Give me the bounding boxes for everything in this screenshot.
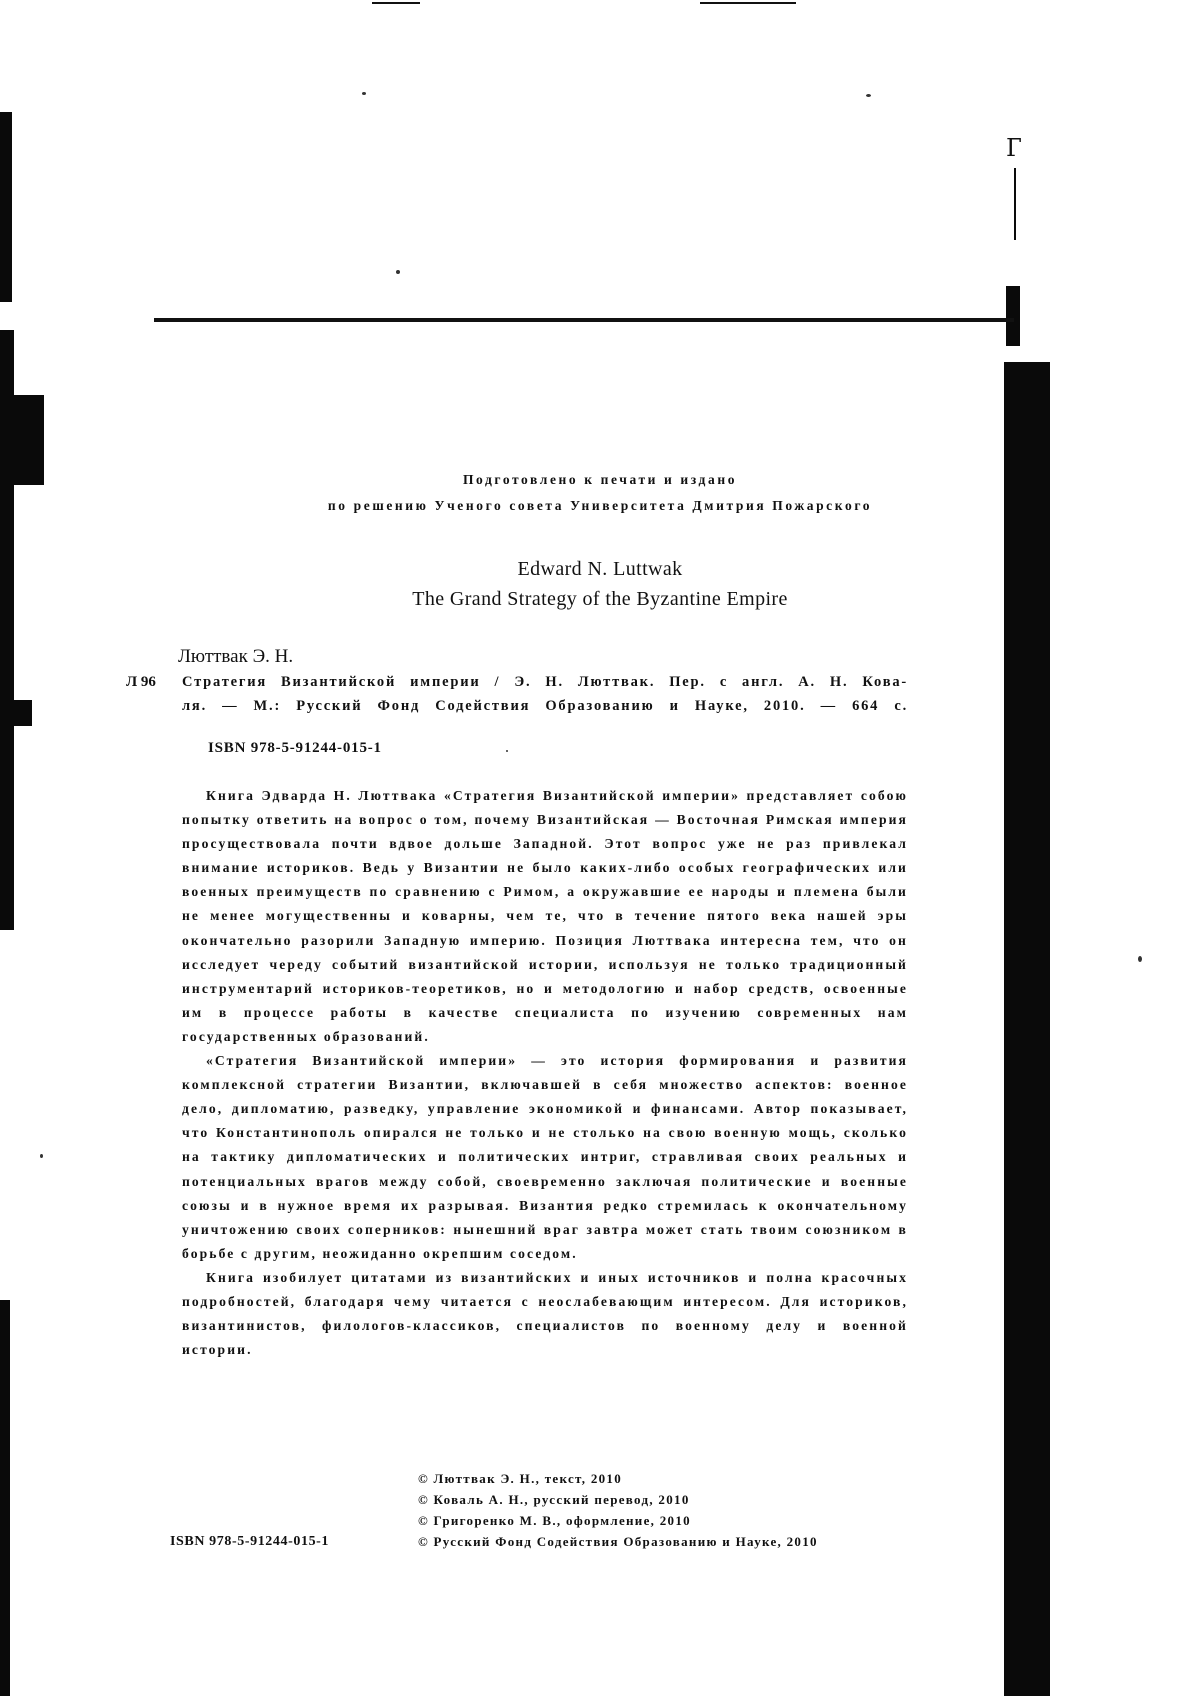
speck — [40, 1154, 43, 1158]
speck — [866, 94, 871, 97]
copyright-publisher: © Русский Фонд Содействия Образованию и Науке, 2010 — [418, 1534, 818, 1549]
copyright-translation: © Коваль А. Н., русский перевод, 2010 — [418, 1492, 690, 1507]
speck — [506, 750, 508, 752]
imprint-line-2: по решению Ученого совета Университета Дмитрия Пожарского — [327, 498, 873, 513]
copyright-author: © Люттвак Э. Н., текст, 2010 — [418, 1471, 623, 1486]
catalog-isbn: ISBN 978-5-91244-015-1 — [208, 740, 382, 756]
abstract — [182, 784, 908, 1362]
speck — [1138, 956, 1142, 962]
abstract-paragraph-3: Книга изобилует цитатами из византийских и иных источников и полна красочных подробностей, благодаря чему читается с неослабевающим интересом. Для историков, византинистов, филологов-классиков, специалистов по военному делу и военной истории. — [182, 1269, 908, 1358]
abstract-paragraph-1: Книга Эдварда Н. Люттвака «Стратегия Византийской империи» представляет собою попытку ответить на вопрос о том, почему Византийская — Восточная Римская империя просуществовала почти вдвое дольше Западной. Этот вопрос уже не раз привлекал внимание историков. Ведь у Византии не было каких-либо особых географических или военных преимуществ по сравнению с Римом, а окружавшие ее народы и племена были не менее могущественны и коварны, чем те, что в течение пятого века нашей эры окончательно разорили Западную империю. Позиция Люттвака интересна тем, что он исследует череду событий византийской истории, используя не только традиционный инструментарий историков-теоретиков, но и методологию и набор средств, освоенные им в процессе работы в качестве специалиста по изучению современных нам государственных образований. — [182, 788, 908, 1044]
original-author: Edward N. Luttwak — [517, 558, 683, 580]
abstract-paragraph-2: «Стратегия Византийской империи» — это история формирования и развития комплексной стратегии Византии, включавшей в себя множество аспектов: военное дело, дипломатию, разведку, управление экономикой и финансами. Автор показывает, что Константинополь опирался не только и не столько на свою военную мощь, сколько на тактику дипломатических и политических интриг, стравливая своих реальных и потенциальных врагов между собой, своевременно заключая политические и военные союзы и в нужное время их разрывая. Византия редко стремилась к окончательному уничтожению своих соперников: нынешний враг завтра может стать твоим союзником в борьбе с другим, неожиданно окрепшим соседом. — [182, 1053, 908, 1261]
copyright-block — [418, 1468, 818, 1552]
scan-edge-left-top — [0, 112, 12, 302]
scan-blot-left-2 — [10, 700, 32, 726]
scan-top-dash-2 — [700, 2, 796, 4]
isbn-bottom: ISBN 978-5-91244-015-1 — [170, 1534, 330, 1549]
speck — [362, 92, 366, 95]
scan-top-rule — [154, 318, 1014, 322]
copyright-design: © Григоренко М. В., оформление, 2010 — [418, 1513, 691, 1528]
catalog-bib-line-2: ля. — М.: Русский Фонд Содействия Образованию и Науке, 2010. — 664 с. — [182, 698, 908, 714]
scan-edge-left-bottom — [0, 1300, 10, 1696]
scan-edge-right-top — [1006, 286, 1020, 346]
corner-glyph: Г — [1006, 134, 1022, 162]
imprint-line-1: Подготовлено к печати и издано — [462, 472, 738, 487]
scan-top-dash-1 — [372, 2, 420, 4]
original-title: The Grand Strategy of the Byzantine Empire — [412, 588, 788, 610]
catalog-author-heading: Люттвак Э. Н. — [178, 646, 294, 667]
catalog-index: Л 96 — [126, 674, 156, 690]
catalog-bib-line-1: Стратегия Византийской империи / Э. Н. Люттвак. Пер. с англ. А. Н. Кова- — [182, 674, 908, 690]
speck — [396, 270, 400, 274]
scan-tick-right — [1014, 168, 1016, 240]
